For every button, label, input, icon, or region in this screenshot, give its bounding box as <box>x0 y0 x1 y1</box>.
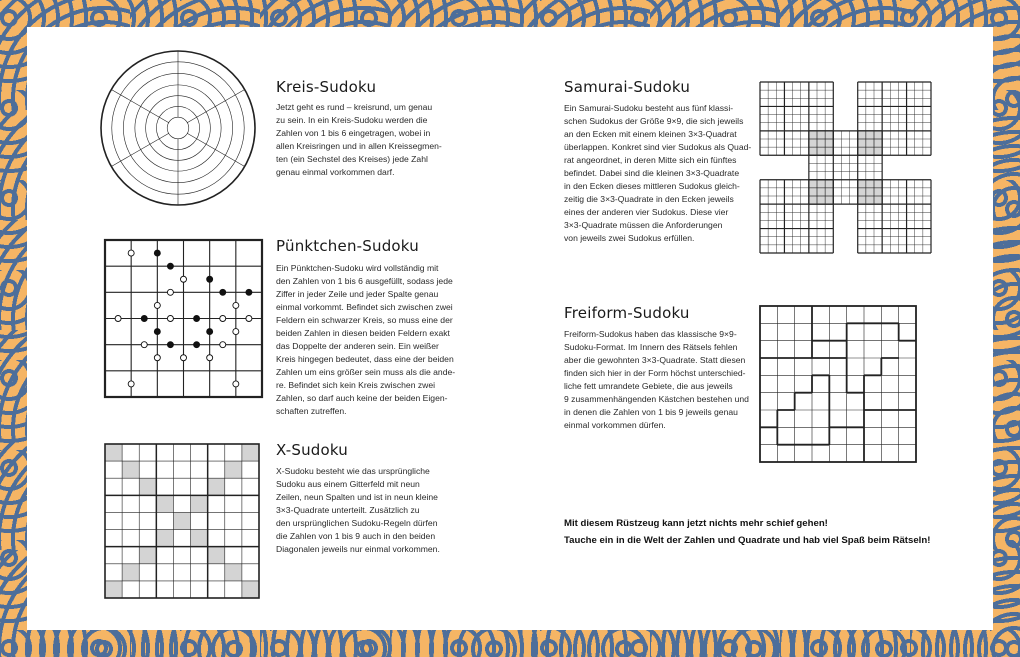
shaded-cell <box>122 564 139 581</box>
freiform-title: Freiform-Sudoku <box>564 304 690 322</box>
kreis-body: Jetzt geht es rund – kreisrund, um genau zu sein. In ein Kreis-Sudoku werden die Zahlen von 1 bis 6 eingetragen, wobei in allen Kreisringen und in allen Kreissegmen- ten (ein Sechstel des Kreises) jede Zahl genau einmal vorkommen darf. <box>276 102 442 177</box>
closing-text: Mit diesem Rüstzeug kann jetzt nichts mehr schief gehen! Tauche ein in die Welt der Zahlen und Quadrate und hab viel Spaß beim Rätseln! <box>564 518 931 546</box>
white-dot <box>128 250 134 256</box>
shaded-cell <box>139 478 156 495</box>
shaded-block <box>858 180 882 204</box>
puenktchen-sudoku-grid <box>105 240 262 397</box>
x-body: X-Sudoku besteht wie das ursprüngliche Sudoku aus einem Gitterfeld mit neun Zeilen, neun Spalten und ist in neun kleine 3×3-Quadrate unterteilt. Zusätzlich zu den ursprünglichen Sudoku-Regeln dürfen die Zahlen von 1 bis 9 auch in den beiden Diagonalen jeweils nur einmal vorkommen. <box>276 466 440 554</box>
shaded-block <box>809 180 833 204</box>
white-dot <box>115 316 121 322</box>
shaded-cell <box>156 495 173 512</box>
white-dot <box>154 355 160 361</box>
kreis-title: Kreis-Sudoku <box>276 78 377 96</box>
grid-border <box>760 306 916 462</box>
shaded-block <box>858 131 882 155</box>
black-dot <box>220 289 226 295</box>
black-dot <box>207 329 213 335</box>
shaded-cell <box>191 530 208 547</box>
shaded-cell <box>242 581 259 598</box>
white-dot <box>246 316 252 322</box>
freiform-body: Freiform-Sudokus haben das klassische 9×9- Sudoku-Format. Im Innern des Rätsels fehlen aber die gewohnten 3×3-Quadrate. Statt diesen finden sich hier in der Form höchst unterschied- liche fett umrandete Gebiete, die aus jeweils 9 zusammenhängenden Kästchen bestehen und in denen die Zahlen von 1 bis 9 jeweils genau einmal vorkommen dürfen. <box>564 329 749 430</box>
freiform-sudoku-grid <box>760 306 916 462</box>
white-dot <box>220 316 226 322</box>
kreis-sudoku-grid <box>100 50 256 206</box>
black-dot <box>167 263 173 269</box>
shaded-cell <box>122 461 139 478</box>
ring <box>167 117 189 139</box>
black-dot <box>246 289 252 295</box>
white-dot <box>207 355 213 361</box>
shaded-block <box>809 131 833 155</box>
samurai-sudoku-grid <box>760 82 931 253</box>
white-dot <box>233 302 239 308</box>
shaded-cell <box>105 444 122 461</box>
white-dot <box>233 329 239 335</box>
white-dot <box>128 381 134 387</box>
black-dot <box>194 316 200 322</box>
white-dot <box>167 316 173 322</box>
puenktchen-body: Ein Pünktchen-Sudoku wird vollständig mit den Zahlen von 1 bis 6 ausgefüllt, sodass jede Ziffer in jeder Zeile und jeder Spalte genau einmal vorkommt. Befindet sich zwischen zwei Feldern ein schwarzer Kreis, so muss eine der beiden Zahlen in diesen beiden Feldern exakt das Doppelte der anderen sein. Ein weißer Kreis hingegen bedeutet, dass eine der beiden Zahlen um eins größer sein muss als die ande- re. Befindet sich kein Kreis zwischen zwei Zahlen, so darf auch keine der beiden Eigen- schaften zutreffen. <box>276 263 456 416</box>
segment-line <box>187 133 244 166</box>
black-dot <box>154 329 160 335</box>
shaded-cell <box>208 478 225 495</box>
black-dot <box>167 342 173 348</box>
segment-line <box>111 90 168 123</box>
shaded-cell <box>225 564 242 581</box>
white-dot <box>220 342 226 348</box>
shaded-cell <box>156 530 173 547</box>
x-sudoku-grid <box>105 444 259 598</box>
white-dot <box>181 355 187 361</box>
white-dot <box>141 342 147 348</box>
shaded-cell <box>208 547 225 564</box>
shaded-cell <box>191 495 208 512</box>
shaded-cell <box>105 581 122 598</box>
x-title: X-Sudoku <box>276 441 349 459</box>
shaded-cell <box>225 461 242 478</box>
shaded-cell <box>173 512 190 529</box>
white-dot <box>167 289 173 295</box>
shaded-cell <box>242 444 259 461</box>
white-dot <box>181 276 187 282</box>
samurai-body: Ein Samurai-Sudoku besteht aus fünf klassi- schen Sudokus der Größe 9×9, die sich jeweils an den Ecken mit einem kleinen 3×3-Quadrat überlappen. Konkret sind vier Sudokus als Quad- rat angeordnet, in deren Mitte sich ein fünftes befindet. Dabei sind die kleinen 3×3-Quadrate in den Ecken dieses mittleren Sudokus gleich- zeitig die 3×3-Quadrate in den Ecken jeweils eines der anderen vier Sudokus. Diese vier 3×3-Quadrate müssen die Anforderungen von jeweils zwei Sudokus erfüllen. <box>564 103 752 243</box>
shaded-cell <box>139 547 156 564</box>
black-dot <box>141 316 147 322</box>
black-dot <box>207 276 213 282</box>
black-dot <box>154 250 160 256</box>
black-dot <box>194 342 200 348</box>
white-dot <box>154 302 160 308</box>
segment-line <box>111 133 168 166</box>
samurai-title: Samurai-Sudoku <box>564 78 691 96</box>
segment-line <box>187 90 244 123</box>
puenktchen-title: Pünktchen-Sudoku <box>276 237 419 255</box>
white-dot <box>233 381 239 387</box>
